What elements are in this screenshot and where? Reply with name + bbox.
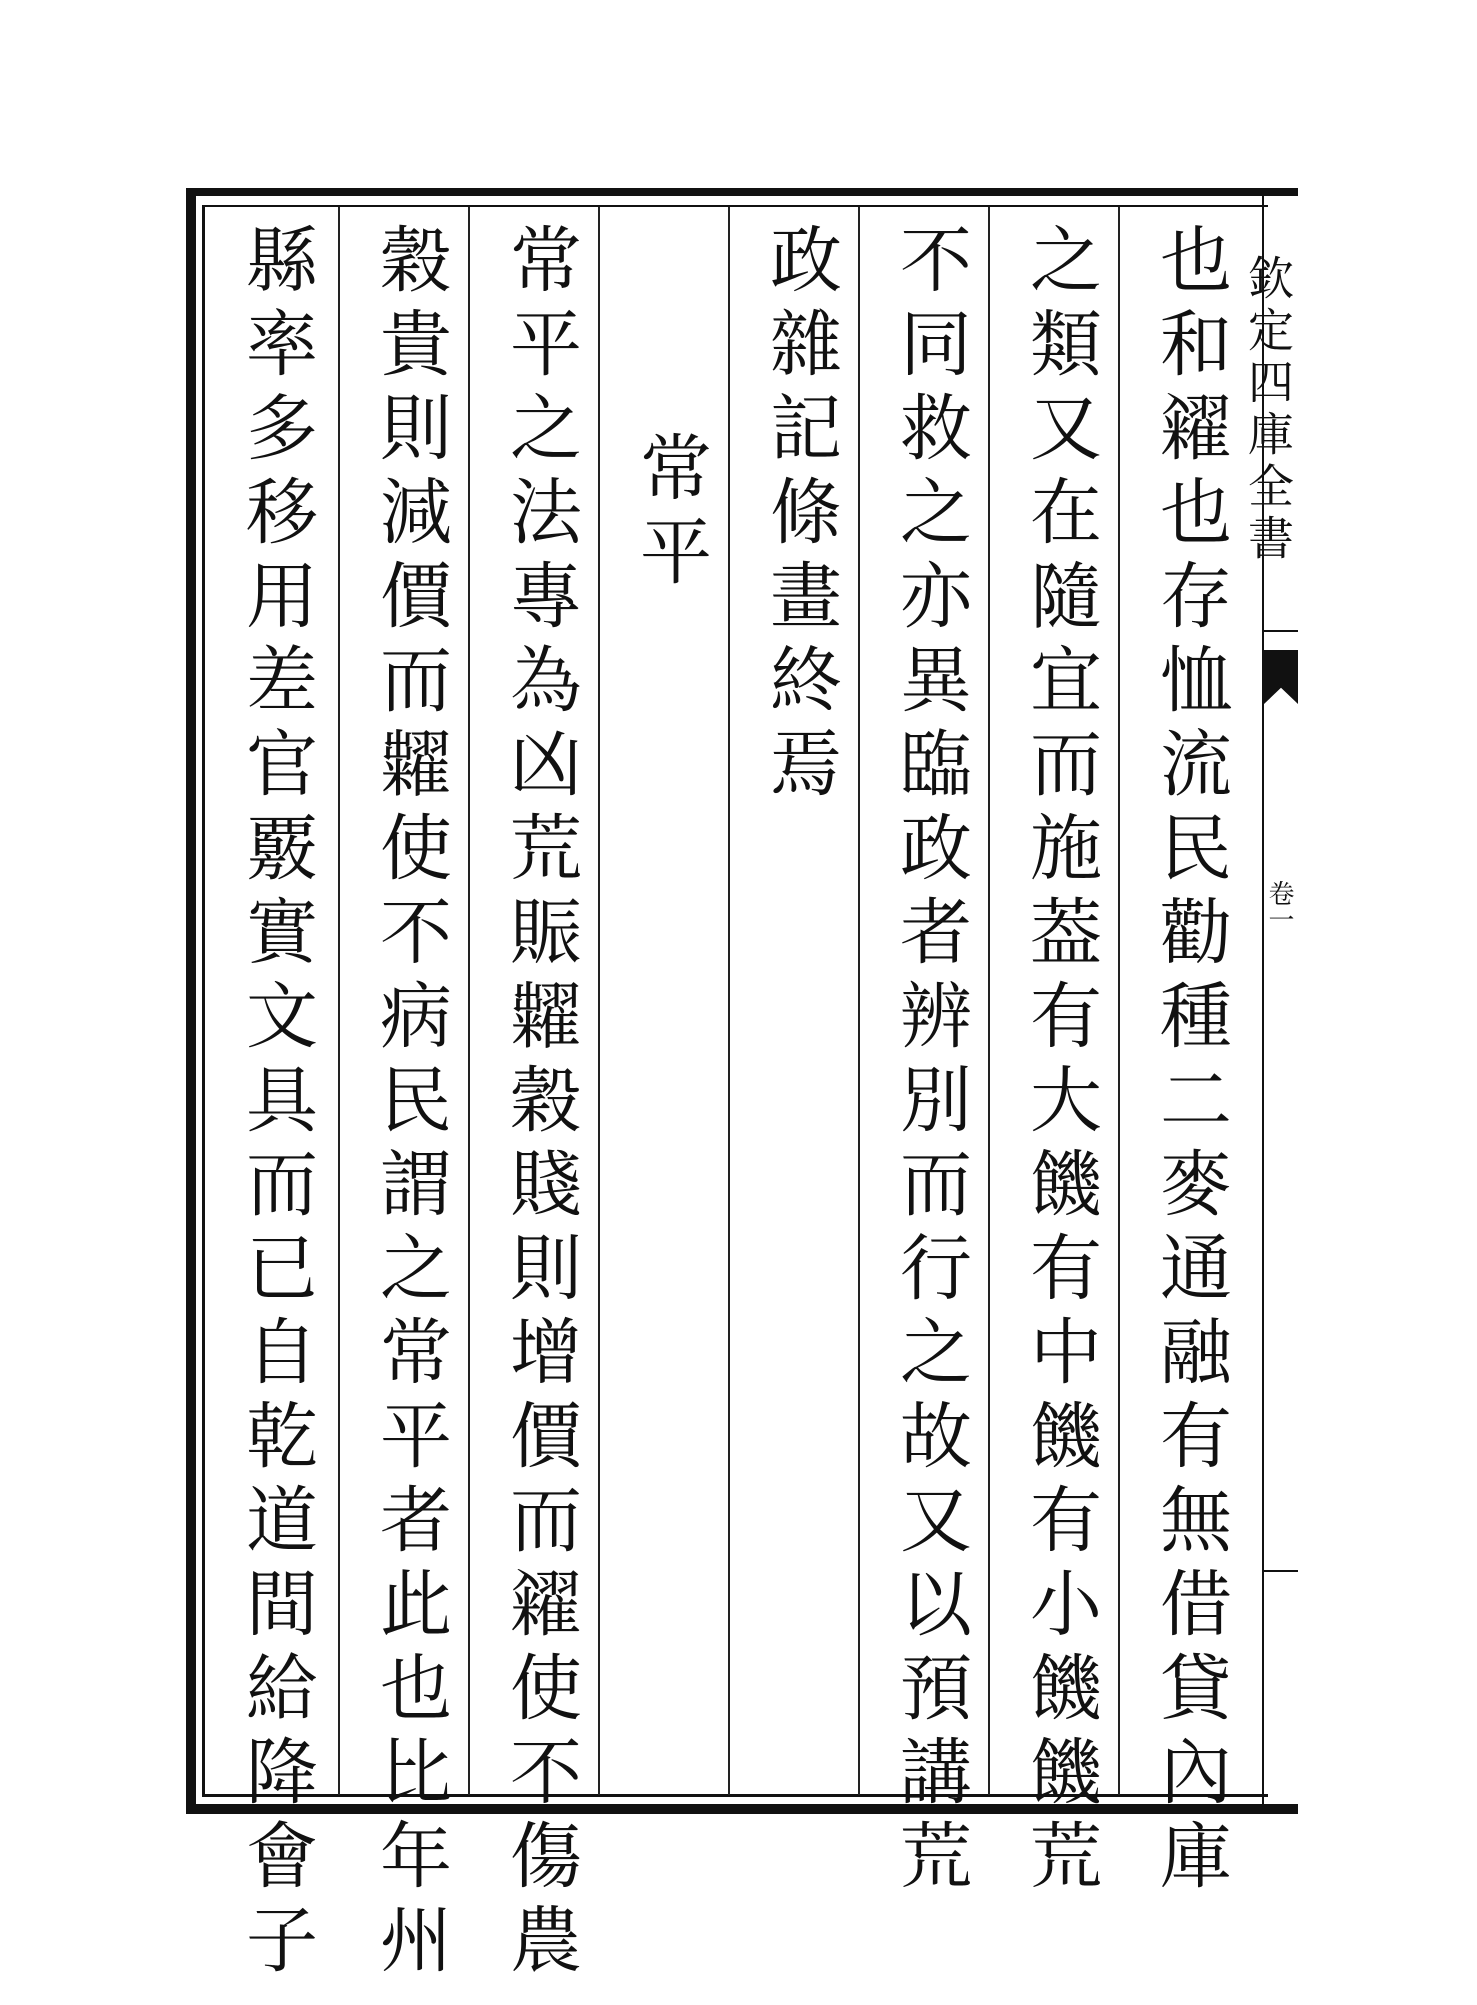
- text-column-3: 不同救之亦異臨政者辨別而行之故又以預講荒: [888, 222, 972, 1902]
- column-divider: [598, 207, 600, 1795]
- column-divider: [858, 207, 860, 1795]
- text-column-1: 也和糴也存恤流民勸種二麥通融有無借貸內庫: [1148, 222, 1232, 1902]
- column-divider: [468, 207, 470, 1795]
- column-divider: [988, 207, 990, 1795]
- margin-juan-label: 卷一: [1264, 880, 1294, 932]
- margin-rule-lower: [1262, 1570, 1298, 1572]
- margin-rule-upper: [1262, 630, 1298, 632]
- text-column-7: 穀貴則減價而糶使不病民謂之常平者此也比年州: [368, 222, 452, 1986]
- text-column-2: 之類又在隨宜而施葢有大饑有中饑有小饑饑荒: [1018, 222, 1102, 1902]
- text-column-8: 縣率多移用差官覈實文具而已自乾道間給降會子: [234, 222, 318, 1986]
- text-column-6: 常平之法專為凶荒賑糶穀賤則增價而糴使不傷農: [498, 222, 582, 1986]
- text-column-4: 政雜記條畫終焉: [758, 222, 842, 810]
- column-divider: [728, 207, 730, 1795]
- margin-book-title: 欽定四庫全書: [1241, 254, 1295, 566]
- column-divider: [1118, 207, 1120, 1795]
- section-heading: 常平: [628, 430, 712, 598]
- column-divider: [338, 207, 340, 1795]
